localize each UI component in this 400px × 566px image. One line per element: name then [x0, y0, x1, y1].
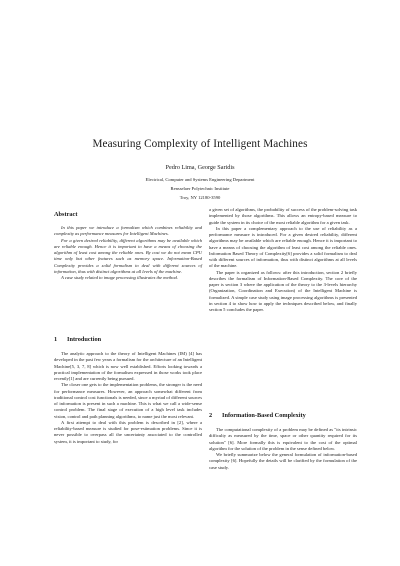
- body-paragraph: The closer one gets to the implementation problems, the stronger is the need for performance measures. However, an approach somewhat different from traditional control cost functionals is needed, since a myriad of different sources of information is present in such a machine. This is what we call a wide-sense control problem. The final stage of execution of a high level task includes vision, control and path planning algorithms, to name just the most relevant.: [54, 382, 202, 419]
- section-title: Information-Based Complexity: [222, 412, 306, 419]
- abstract-paragraph: For a given desired reliability, different algorithms may be available which are reliable enough. Hence it is important to have a means of choosing the algorithm of least cost among the reliable ones. By cost we do not mean CPU time only but other features such as memory space. Information-Based Complexity provides a solid formalism to deal with different sources of information, thus with distinct algorithms at all levels of the machine.: [54, 237, 202, 274]
- body-paragraph: We briefly summarize below the general formulation of information-based complexity [6]. Hopefully the details will be clarified by the formulation of the case study.: [209, 452, 357, 470]
- body-paragraph: In this paper a complementary approach to the use of reliability as a performance measure is introduced. For a given desired reliability, different algorithms may be available which are reliable enough. Hence it is important to have a means of choosing the algorithm of least cost among the reliable ones. Information Based Theory of Complexity[6] provides a solid formalism to deal with different sources of information, thus with distinct algorithms at all levels of the machine.: [209, 225, 357, 269]
- introduction-continued: [209, 207, 357, 313]
- abstract-body: [54, 225, 202, 281]
- body-paragraph: a given set of algorithms, the probability of success of the problem-solving task implemented by those algorithms. This allows an entropy-based measure to guide the system in its choice of the most reliable algorithm for a given task.: [209, 207, 357, 225]
- section-heading-ibc: [209, 412, 306, 419]
- body-paragraph: The analytic approach to the theory of Intelligent Machines (IM) [4] has developed in the past few years a formalism for the architecture of an Intelligent Machine[5, 3, 7, 8] which is now well established. Efforts looking towards a practical implementation of the formalism expressed in those works took place recently[1] and are currently being pursued.: [54, 351, 202, 381]
- ibc-body: [209, 427, 357, 471]
- abstract-heading: Abstract: [54, 211, 78, 218]
- section-heading-introduction: [54, 336, 101, 343]
- body-paragraph: The paper is organized as follows: after this introduction, section 2 briefly describes the formalism of Information-Based Complexity. The core of the paper is section 3 where the application of the theory to the 3-levels hierarchy (Organization, Coordination and Execution) of the Intelligent Machine is formalized. A simple case study using image processing algorithms is presented in section 4 to show how to apply the techniques described below, and finally section 5 concludes the paper.: [209, 269, 357, 312]
- introduction-body: [54, 351, 202, 445]
- body-paragraph: The computational complexity of a problem may be defined as "its intrinsic difficulty as measured by the time, space or other quantity required for its solution" [6]. More formally this is equivalent to the cost of the optimal algorithm for the solution of the problem in the sense defined below.: [209, 427, 357, 451]
- section-number: 1: [54, 336, 58, 343]
- body-paragraph: A first attempt to deal with this problem is described in [2], where a reliability-based measure is studied for pose-estimation problems. Since it is never possible to overpass all the uncertainty associated to the controlled system, it is important to study, for: [54, 419, 202, 444]
- abstract-paragraph: In this paper we introduce a formalism which combines reliability and complexity as performance measures for Intelligent Machines.: [54, 225, 202, 237]
- section-title: Introduction: [67, 336, 102, 343]
- affiliation-address: Troy, NY 12180-3590: [179, 195, 221, 200]
- section-number: 2: [209, 412, 213, 419]
- affiliation-institute: Rensselaer Polytechnic Institute: [170, 186, 230, 191]
- paper-title: Measuring Complexity of Intelligent Machines: [92, 138, 308, 150]
- abstract-paragraph: A case study related to image processing illustrates the method.: [61, 275, 178, 280]
- affiliation-department: Electrical, Computer and Systems Engineering Department: [145, 177, 255, 182]
- paper-authors: Pedro Lima, George Saridis: [165, 164, 235, 171]
